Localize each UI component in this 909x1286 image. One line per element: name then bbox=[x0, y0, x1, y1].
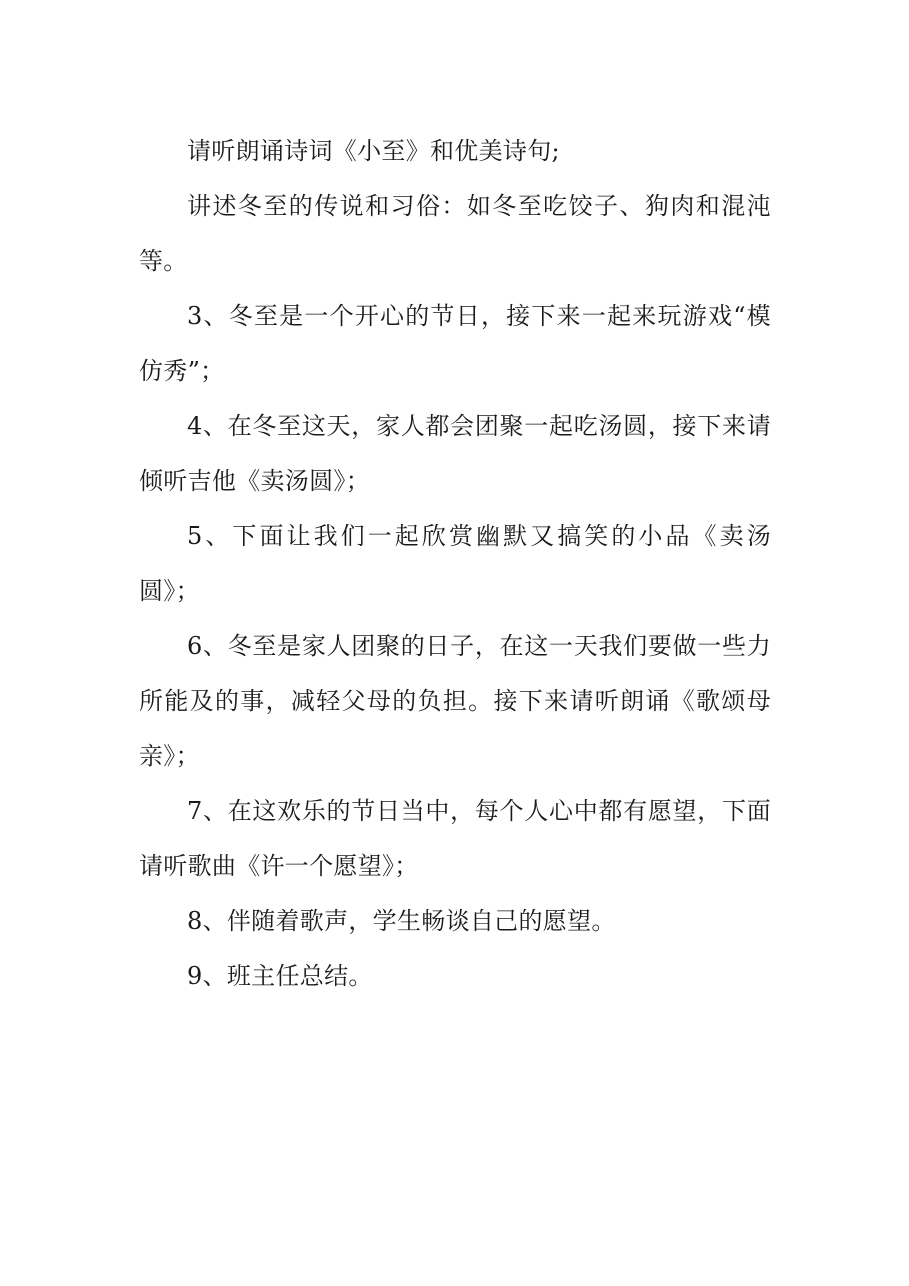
paragraph-item-3: 3、冬至是一个开心的节日，接下来一起来玩游戏“模仿秀”； bbox=[139, 302, 771, 385]
paragraph-poem-recital: 请听朗诵诗词《小至》和优美诗句; bbox=[187, 137, 560, 165]
paragraph-item-5: 5、下面让我们一起欣赏幽默又搞笑的小品《卖汤圆》； bbox=[139, 522, 771, 605]
document-body bbox=[139, 124, 771, 1004]
paragraph-solstice-customs: 讲述冬至的传说和习俗：如冬至吃饺子、狗肉和混沌等。 bbox=[139, 192, 771, 275]
paragraph-item-7: 7、在这欢乐的节日当中，每个人心中都有愿望，下面请听歌曲《许一个愿望》； bbox=[139, 797, 771, 880]
paragraph-item-8: 8、伴随着歌声，学生畅谈自己的愿望。 bbox=[187, 907, 616, 935]
paragraph-item-6: 6、冬至是家人团聚的日子，在这一天我们要做一些力所能及的事，减轻父母的负担。接下来请听朗诵《歌颂母亲》； bbox=[139, 632, 771, 770]
paragraph-item-9: 9、班主任总结。 bbox=[187, 962, 373, 990]
paragraph-item-4: 4、在冬至这天，家人都会团聚一起吃汤圆，接下来请倾听吉他《卖汤圆》； bbox=[139, 412, 771, 495]
